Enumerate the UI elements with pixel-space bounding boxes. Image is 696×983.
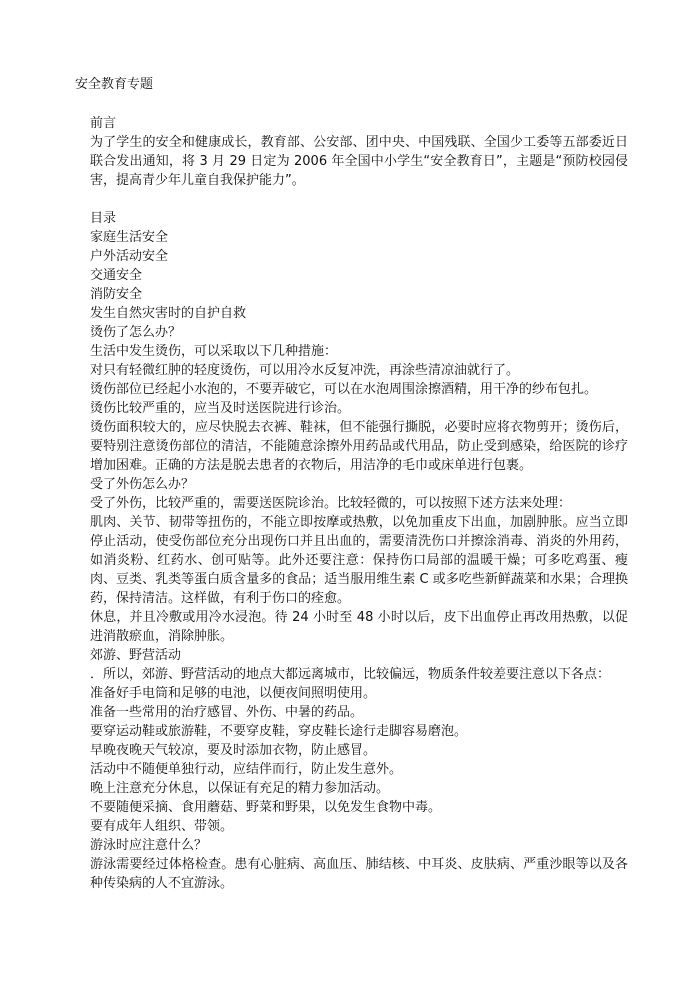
paragraph: 烫伤比较严重的，应当及时送医院进行诊治。 bbox=[90, 401, 351, 416]
section-heading-burn: 烫伤了怎么办？ bbox=[90, 325, 182, 340]
toc-heading: 目录 bbox=[90, 211, 117, 226]
section-heading-swim: 游泳时应注意什么？ bbox=[90, 838, 208, 853]
document-body bbox=[90, 114, 628, 893]
section-heading-outing: 郊游、野营活动 bbox=[90, 648, 182, 663]
toc-item: 交通安全 bbox=[90, 268, 143, 283]
paragraph: 游泳需要经过体格检查。患有心脏病、高血压、肺结核、中耳炎、皮肤病、严重沙眼等以及各种传染病的人不宜游泳。 bbox=[90, 857, 628, 891]
spacer bbox=[90, 190, 628, 209]
list-item: 不要随便采摘、食用蘑菇、野菜和野果，以免发生食物中毒。 bbox=[90, 800, 442, 815]
section-heading-injury: 受了外伤怎么办？ bbox=[90, 477, 195, 492]
page-title: 安全教育专题 bbox=[75, 77, 154, 92]
list-item: 活动中不随便单独行动，应结伴而行，防止发生意外。 bbox=[90, 762, 403, 777]
paragraph: ．所以，郊游、野营活动的地点大都远离城市，比较偏远，物质条件较差要注意以下各点： bbox=[90, 667, 611, 682]
toc-item: 户外活动安全 bbox=[90, 249, 169, 264]
list-item: 准备一些常用的治疗感冒、外伤、中暑的药品。 bbox=[90, 705, 364, 720]
toc-item: 消防安全 bbox=[90, 287, 143, 302]
preface-text: 为了学生的安全和健康成长，教育部、公安部、团中央、中国残联、全国少工委等五部委近日联合发出通知，将 3 月 29 日定为 2006 年全国中小学生“安全教育日”，主题是“预防校园侵害，提高青少年儿童自我保护能力”。 bbox=[90, 135, 628, 188]
paragraph: 烫伤面积较大的，应尽快脱去衣裤、鞋袜，但不能强行撕脱，必要时应将衣物剪开；烫伤后，要特别注意烫伤部位的清洁，不能随意涂擦外用药品或代用品，防止受到感染，给医院的诊疗增加困难。正确的方法是脱去患者的衣物后，用洁净的毛巾或床单进行包裹。 bbox=[90, 420, 628, 473]
toc-item: 发生自然灾害时的自护自救 bbox=[90, 306, 247, 321]
paragraph: 烫伤部位已经起小水泡的，不要弄破它，可以在水泡周围涂擦酒精，用干净的纱布包扎。 bbox=[90, 382, 598, 397]
preface-heading: 前言 bbox=[90, 116, 117, 131]
paragraph: 生活中发生烫伤，可以采取以下几种措施： bbox=[90, 344, 338, 359]
list-item: 晚上注意充分休息，以保证有充足的精力参加活动。 bbox=[90, 781, 390, 796]
paragraph: 休息，并且冷敷或用冷水浸泡。待 24 小时至 48 小时以后，皮下出血停止再改用热敷，以促进消散瘀血，消除肿胀。 bbox=[90, 610, 628, 644]
list-item: 要有成年人组织、带领。 bbox=[90, 819, 234, 834]
paragraph: 对只有轻微红肿的轻度烫伤，可以用冷水反复冲洗，再涂些清凉油就行了。 bbox=[90, 363, 520, 378]
list-item: 准备好手电筒和足够的电池，以便夜间照明使用。 bbox=[90, 686, 377, 701]
paragraph: 肌肉、关节、韧带等扭伤的，不能立即按摩或热敷，以免加重皮下出血，加剧肿胀。应当立即停止活动，使受伤部位充分出现伤口并且出血的，需要清洗伤口并擦涂消毒、消炎的外用药，如消炎粉、红药水、创可贴等。此外还要注意：保持伤口局部的温暖干燥；可多吃鸡蛋、瘦肉、豆类、乳类等蛋白质含量多的食品；适当服用维生素 C 或多吃些新鲜蔬菜和水果；合理换药，保持清洁。这样做，有利于伤口的痊愈。 bbox=[90, 515, 628, 606]
toc-item: 家庭生活安全 bbox=[90, 230, 169, 245]
list-item: 早晚夜晚天气较凉，要及时添加衣物，防止感冒。 bbox=[90, 743, 377, 758]
list-item: 要穿运动鞋或旅游鞋，不要穿皮鞋，穿皮鞋长途行走脚容易磨泡。 bbox=[90, 724, 468, 739]
paragraph: 受了外伤，比较严重的，需要送医院诊治。比较轻微的，可以按照下述方法来处理： bbox=[90, 496, 572, 511]
